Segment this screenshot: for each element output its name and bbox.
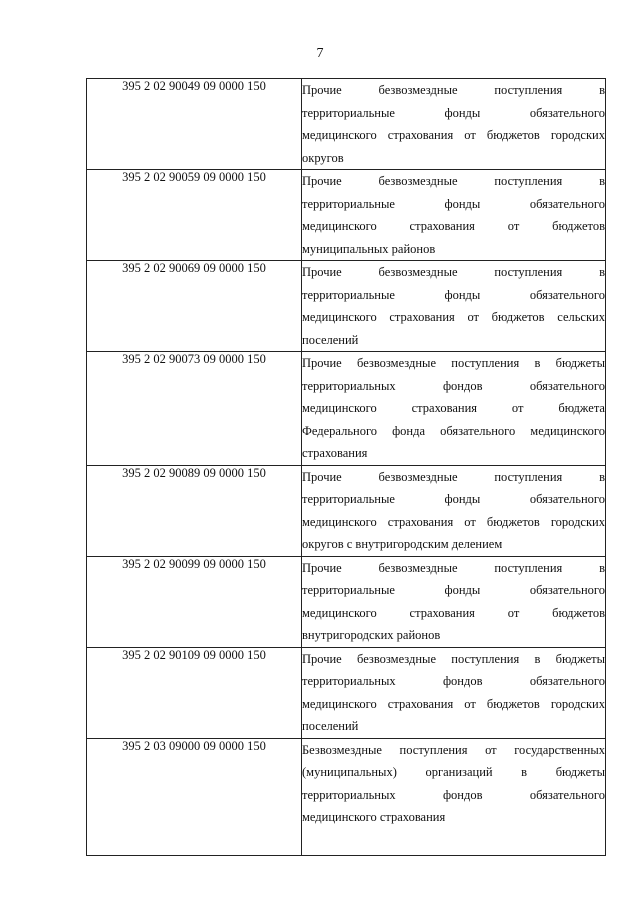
budget-code: 395 2 02 90059 09 0000 150 bbox=[87, 170, 302, 261]
budget-description bbox=[302, 647, 606, 738]
table-row bbox=[87, 647, 606, 738]
table-row bbox=[87, 79, 606, 170]
table-row bbox=[87, 170, 606, 261]
table-row bbox=[87, 352, 606, 466]
table-row bbox=[87, 261, 606, 352]
description-line: Прочие безвозмездные поступления в бюджеты bbox=[302, 356, 605, 370]
description-line: страхования bbox=[302, 446, 368, 460]
description-line: Федерального фонда обязательного медицинского bbox=[302, 423, 605, 438]
page-number: 7 bbox=[316, 46, 324, 61]
budget-code: 395 2 03 09000 09 0000 150 bbox=[87, 738, 302, 855]
description-line: территориальные фонды обязательного bbox=[302, 196, 605, 211]
description-line: территориальных фондов обязательного bbox=[302, 787, 605, 802]
table-row bbox=[87, 738, 606, 855]
budget-description bbox=[302, 556, 606, 647]
budget-description bbox=[302, 738, 606, 855]
description-line: поселений bbox=[302, 332, 359, 347]
budget-description bbox=[302, 352, 606, 466]
description-line: внутригородских районов bbox=[302, 628, 441, 642]
description-line: Прочие безвозмездные поступления в bbox=[302, 265, 605, 279]
description-line: Прочие безвозмездные поступления в bbox=[302, 469, 605, 484]
table-row bbox=[87, 465, 606, 556]
budget-code: 395 2 02 90089 09 0000 150 bbox=[87, 465, 302, 556]
description-line: медицинского страхования от бюджета bbox=[302, 401, 605, 415]
description-line: территориальные фонды обязательного bbox=[302, 492, 605, 506]
budget-code: 395 2 02 90049 09 0000 150 bbox=[87, 79, 302, 170]
budget-description bbox=[302, 170, 606, 261]
budget-code: 395 2 02 90073 09 0000 150 bbox=[87, 352, 302, 466]
description-line: (муниципальных) организаций в бюджеты bbox=[302, 765, 605, 779]
description-line: медицинского страхования от бюджетов bbox=[302, 605, 605, 620]
description-line: Прочие безвозмездные поступления в бюджеты bbox=[302, 651, 605, 666]
budget-code: 395 2 02 90099 09 0000 150 bbox=[87, 556, 302, 647]
description-line: медицинского страхования от бюджетов городских bbox=[302, 514, 605, 529]
description-line: территориальные фонды обязательного bbox=[302, 583, 605, 597]
description-line: Прочие безвозмездные поступления в bbox=[302, 174, 605, 188]
description-line: медицинского страхования bbox=[302, 810, 446, 824]
description-line: поселений bbox=[302, 719, 359, 733]
description-line: Безвозмездные поступления от государственных bbox=[302, 742, 605, 757]
description-line: округов bbox=[302, 150, 344, 165]
description-line: территориальные фонды обязательного bbox=[302, 105, 605, 120]
description-line: территориальных фондов обязательного bbox=[302, 674, 605, 688]
description-line: округов с внутригородским делением bbox=[302, 537, 503, 551]
budget-description bbox=[302, 465, 606, 556]
description-line: медицинского страхования от бюджетов городских bbox=[302, 696, 605, 711]
description-line: медицинского страхования от бюджетов bbox=[302, 219, 605, 233]
description-line: муниципальных районов bbox=[302, 241, 436, 256]
description-line: территориальных фондов обязательного bbox=[302, 378, 605, 393]
table-row bbox=[87, 556, 606, 647]
description-line: Прочие безвозмездные поступления в bbox=[302, 560, 605, 575]
description-line: медицинского страхования от бюджетов городских bbox=[302, 128, 605, 142]
description-line: Прочие безвозмездные поступления в bbox=[302, 83, 605, 97]
budget-description bbox=[302, 79, 606, 170]
budget-code: 395 2 02 90069 09 0000 150 bbox=[87, 261, 302, 352]
description-line: территориальные фонды обязательного bbox=[302, 287, 605, 302]
description-line: медицинского страхования от бюджетов сельских bbox=[302, 310, 605, 324]
budget-description bbox=[302, 261, 606, 352]
budget-code: 395 2 02 90109 09 0000 150 bbox=[87, 647, 302, 738]
budget-codes-table bbox=[86, 78, 606, 856]
